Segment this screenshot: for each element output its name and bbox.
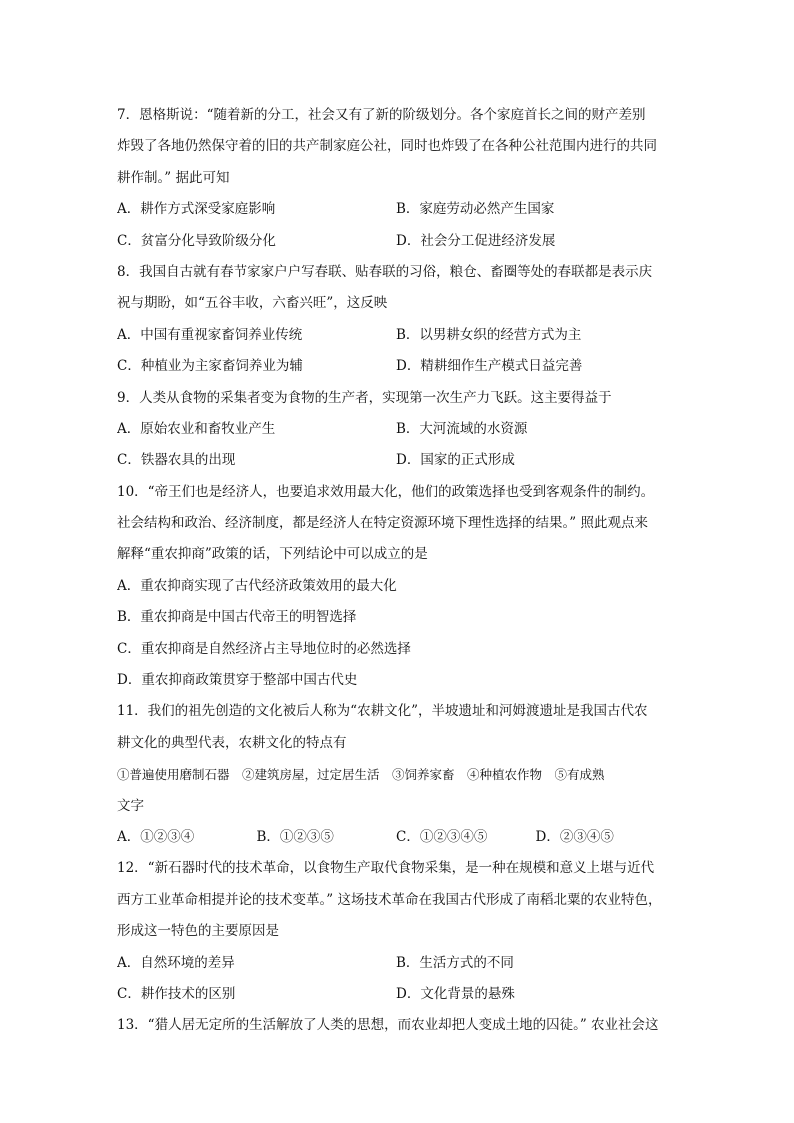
question-8-stem-line-2: 祝与期盼，如“五谷丰收，六畜兴旺”，这反映 bbox=[117, 295, 388, 312]
question-11-option-b: B．①②③⑤ bbox=[256, 828, 334, 845]
question-12-stem-line-1: 12．“新石器时代的技术革命，以食物生产取代食物采集，是一种在规模和意义上堪与近代 bbox=[117, 860, 655, 877]
question-12-option-a: A．自然环境的差异 bbox=[117, 954, 235, 971]
question-11-stem-line-2: 耕文化的典型代表，农耕文化的特点有 bbox=[117, 734, 347, 751]
question-12-option-c: C．耕作技术的区别 bbox=[117, 985, 236, 1002]
question-7-option-b: B．家庭劳动必然产生国家 bbox=[396, 201, 555, 218]
question-10 bbox=[117, 477, 682, 697]
question-12-options-row-1 bbox=[117, 948, 682, 979]
question-10-option-c: C．重农抑商是自然经济占主导地位时的必然选择 bbox=[117, 640, 411, 657]
question-13-stem-line-1: 13．“猎人居无定所的生活解放了人类的思想，而农业却把人变成土地的囚徒。” 农业社会这 bbox=[117, 1017, 659, 1034]
question-9-option-c: C．铁器农具的出现 bbox=[117, 452, 236, 469]
question-7-stem-line-1: 7．恩格斯说：“随着新的分工，社会又有了新的阶级划分。各个家庭首长之间的财产差别 bbox=[117, 107, 646, 123]
question-11-stem-line-1: 11．我们的祖先创造的文化被后人称为“农耕文化”，半坡遗址和河姆渡遗址是我国古代农 bbox=[117, 703, 648, 720]
question-11-options-row bbox=[117, 822, 682, 853]
question-10-stem-line-2: 社会结构和政治、经济制度，都是经济人在特定资源环境下理性选择的结果。” 照此观点来 bbox=[117, 515, 648, 532]
question-8-options-row-2 bbox=[117, 351, 682, 382]
question-7-option-c: C．贫富分化导致阶级分化 bbox=[117, 232, 276, 249]
question-9 bbox=[117, 383, 682, 477]
question-7-option-d: D．社会分工促进经济发展 bbox=[396, 232, 556, 249]
question-8-option-d: D．精耕细作生产模式日益完善 bbox=[396, 358, 583, 375]
question-7-option-a: A．耕作方式深受家庭影响 bbox=[117, 201, 276, 218]
question-11-option-a: A．①②③④ bbox=[117, 828, 195, 845]
question-9-options-row-1 bbox=[117, 414, 682, 445]
question-12-options-row-2 bbox=[117, 979, 682, 1010]
question-11 bbox=[117, 696, 682, 853]
question-8-options-row-1 bbox=[117, 320, 682, 351]
question-9-option-b: B．大河流域的水资源 bbox=[396, 420, 528, 437]
question-7-options-row-2 bbox=[117, 226, 682, 257]
question-11-option-c: C．①②③④⑤ bbox=[396, 828, 488, 845]
question-8-option-a: A．中国有重视家畜饲养业传统 bbox=[117, 326, 303, 343]
question-10-stem-line-1: 10．“帝王们也是经济人，也要追求效用最大化，他们的政策选择也受到客观条件的制约。 bbox=[117, 483, 655, 500]
question-11-choices-line-1: ①普遍使用磨制石器 ②建筑房屋，过定居生活 ③饲养家畜 ④种植农作物 ⑤有成熟 bbox=[117, 767, 605, 783]
question-12-stem-line-3: 形成这一特色的主要原因是 bbox=[117, 923, 279, 940]
question-8-option-b: B．以男耕女织的经营方式为主 bbox=[396, 326, 582, 343]
question-7-options-row-1 bbox=[117, 194, 682, 225]
question-12-option-b: B．生活方式的不同 bbox=[396, 954, 514, 971]
question-8-stem-line-1: 8．我国自古就有春节家家户户写春联、贴春联的习俗，粮仓、畜圈等处的春联都是表示庆 bbox=[117, 263, 653, 280]
question-12-stem-line-2: 西方工业革命相提并论的技术变革。” 这场技术革命在我国古代形成了南稻北粟的农业特色， bbox=[117, 891, 662, 908]
question-8 bbox=[117, 257, 682, 383]
question-8-option-c: C．种植业为主家畜饲养业为辅 bbox=[117, 358, 303, 375]
question-12-option-d: D．文化背景的悬殊 bbox=[396, 985, 515, 1002]
question-9-options-row-2 bbox=[117, 445, 682, 476]
question-11-choices-line-2: 文字 bbox=[117, 797, 144, 814]
question-7-stem-line-3: 耕作制。” 据此可知 bbox=[117, 169, 230, 186]
question-11-option-d: D．②③④⑤ bbox=[535, 828, 614, 845]
question-10-option-b: B．重农抑商是中国古代帝王的明智选择 bbox=[117, 609, 357, 626]
question-list bbox=[117, 100, 682, 1042]
question-7-stem-line-2: 炸毁了各地仍然保守着的旧的共产制家庭公社，同时也炸毁了在各种公社范围内进行的共同 bbox=[117, 138, 657, 155]
question-9-option-a: A．原始农业和畜牧业产生 bbox=[117, 420, 276, 437]
question-9-stem-line-1: 9．人类从食物的采集者变为食物的生产者，实现第一次生产力飞跃。这主要得益于 bbox=[117, 389, 612, 406]
question-10-option-a: A．重农抑商实现了古代经济政策效用的最大化 bbox=[117, 577, 397, 594]
question-10-stem-line-3: 解释“重农抑商”政策的话，下列结论中可以成立的是 bbox=[117, 546, 428, 563]
question-12 bbox=[117, 853, 682, 1010]
question-10-option-d: D．重农抑商政策贯穿于整部中国古代史 bbox=[117, 672, 358, 689]
question-7 bbox=[117, 100, 682, 257]
question-13 bbox=[117, 1010, 682, 1041]
question-9-option-d: D．国家的正式形成 bbox=[396, 452, 515, 469]
